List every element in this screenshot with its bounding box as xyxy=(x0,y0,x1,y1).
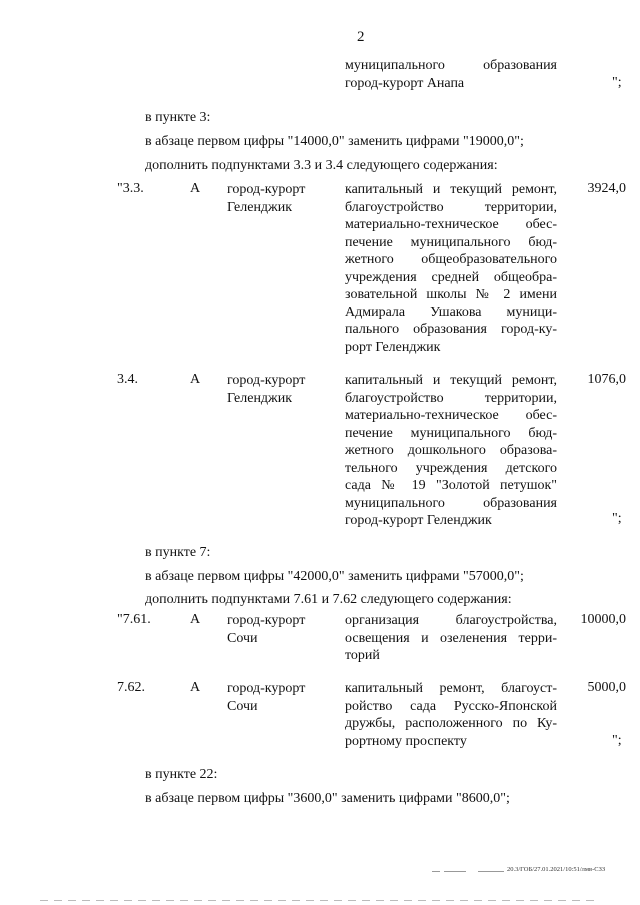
row-place xyxy=(227,680,305,715)
row-amount: 5000,0 xyxy=(587,680,626,695)
desc-line: капитальный ремонт, благоуст- xyxy=(345,681,557,696)
desc-line: капитальный и текущий ремонт, xyxy=(345,182,557,197)
desc-line: рортному проспекту xyxy=(345,733,467,749)
page-number: 2 xyxy=(357,29,365,45)
closing-quote: "; xyxy=(612,733,622,748)
desc-line: материально-техническое обес- xyxy=(345,217,557,232)
place-line: город-курорт xyxy=(227,373,306,388)
place-line: Сочи xyxy=(227,698,258,714)
footer-dash xyxy=(432,871,440,872)
row-number: 7.62. xyxy=(117,680,145,695)
closing-quote: "; xyxy=(612,75,622,90)
footer-dash xyxy=(478,871,504,872)
desc-line: материально-техническое обес- xyxy=(345,408,557,423)
row-number: "3.3. xyxy=(117,181,144,196)
desc-line: сада № 19 "Золотой петушок" xyxy=(345,478,557,493)
continuation-line: город-курорт Анапа xyxy=(345,75,465,91)
closing-quote: "; xyxy=(612,511,622,526)
desc-line: тельного учреждения детского xyxy=(345,460,557,476)
desc-line: печение муниципального бюд- xyxy=(345,425,557,441)
p7-heading: в пункте 7: xyxy=(145,545,211,560)
p3-line2: дополнить подпунктами 3.3 и 3.4 следующего содержания: xyxy=(145,158,498,173)
continuation-text xyxy=(345,57,557,92)
place-line: Геленджик xyxy=(227,199,293,215)
desc-line: жетного общеобразовательного xyxy=(345,252,557,267)
desc-line: пального образования город-ку- xyxy=(345,322,557,337)
row-place xyxy=(227,612,305,647)
p3-line1: в абзаце первом цифры "14000,0" заменить цифрами "19000,0"; xyxy=(145,134,524,149)
row-category: А xyxy=(190,372,201,387)
row-category: А xyxy=(190,680,201,695)
p7-line2: дополнить подпунктами 7.61 и 7.62 следующего содержания: xyxy=(145,592,512,607)
p22-line1: в абзаце первом цифры "3600,0" заменить цифрами "8600,0"; xyxy=(145,791,510,806)
row-description xyxy=(345,372,557,530)
scan-edge-line xyxy=(40,900,600,901)
row-category: А xyxy=(190,181,201,196)
footer-code: 20.3/ГОБ/27.01.2021/10:51/лмв-СЗЗ xyxy=(507,866,606,873)
row-number: 3.4. xyxy=(117,372,138,387)
desc-line: капитальный и текущий ремонт, xyxy=(345,373,557,388)
desc-line: город-курорт Геленджик xyxy=(345,513,492,528)
place-line: город-курорт xyxy=(227,681,306,696)
desc-line: печение муниципального бюд- xyxy=(345,234,557,250)
desc-line: благоустройство территории, xyxy=(345,199,557,215)
row-description xyxy=(345,612,557,665)
row-description xyxy=(345,680,557,750)
desc-line: торий xyxy=(345,648,380,663)
row-place xyxy=(227,372,305,407)
desc-line: дружбы, расположенного по Ку- xyxy=(345,716,557,731)
p7-line1: в абзаце первом цифры "42000,0" заменить цифрами "57000,0"; xyxy=(145,569,524,584)
footer-dash xyxy=(444,871,466,872)
row-amount: 10000,0 xyxy=(580,612,626,627)
desc-line: рорт Геленджик xyxy=(345,339,441,355)
desc-line: муниципального образования xyxy=(345,495,557,511)
desc-line: жетного дошкольного образова- xyxy=(345,443,557,458)
p22-heading: в пункте 22: xyxy=(145,767,218,782)
desc-line: благоустройство территории, xyxy=(345,390,557,406)
place-line: город-курорт xyxy=(227,613,306,628)
p3-heading: в пункте 3: xyxy=(145,110,211,125)
desc-line: зовательной школы № 2 имени xyxy=(345,287,557,302)
row-amount: 3924,0 xyxy=(587,181,626,196)
desc-line: освещения и озеленения терри- xyxy=(345,630,557,646)
row-place xyxy=(227,181,305,216)
place-line: Геленджик xyxy=(227,390,293,406)
desc-line: Адмирала Ушакова муници- xyxy=(345,304,557,320)
place-line: город-курорт xyxy=(227,182,306,197)
desc-line: учреждения средней общеобра- xyxy=(345,269,557,285)
desc-line: ройство сада Русско-Японской xyxy=(345,698,557,714)
row-description xyxy=(345,181,557,356)
row-number: "7.61. xyxy=(117,612,151,627)
continuation-line: муниципального образования xyxy=(345,58,557,73)
place-line: Сочи xyxy=(227,630,258,646)
row-amount: 1076,0 xyxy=(587,372,626,387)
row-category: А xyxy=(190,612,201,627)
desc-line: организация благоустройства, xyxy=(345,613,557,628)
